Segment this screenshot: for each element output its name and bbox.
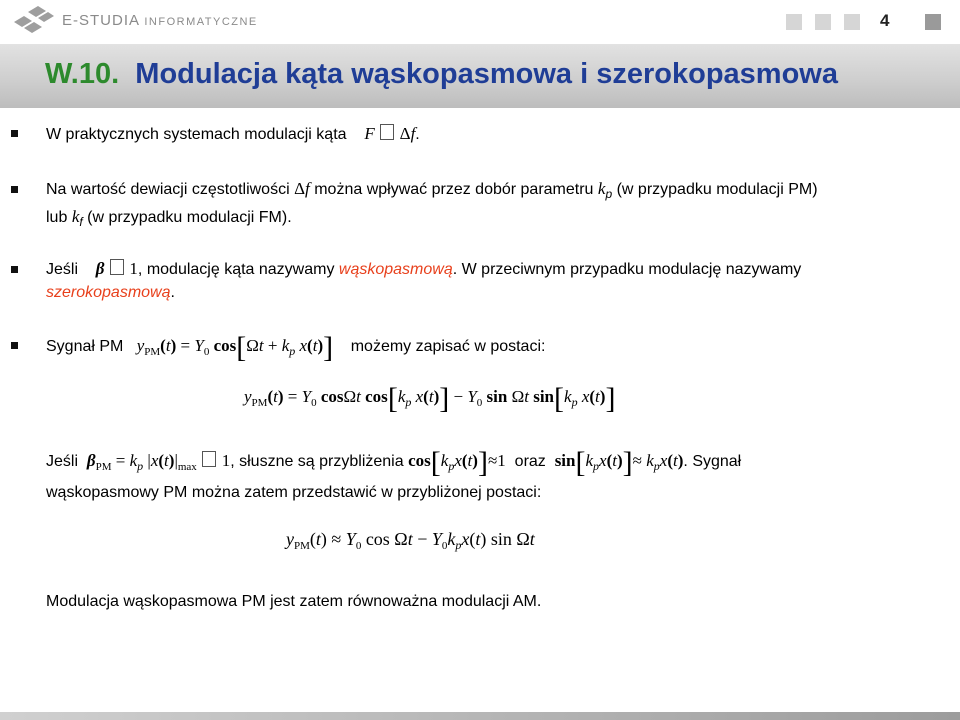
bullet-marker-1 xyxy=(11,130,18,137)
para-cos-expr: $\cos[k_px(t)]\approx 1$ xyxy=(408,446,506,479)
bullet-2-line-1 xyxy=(46,179,818,204)
b3-math-one: 1 xyxy=(129,259,138,278)
para-line-2: wąskopasmowy PM można zatem przedstawić w przybliżonej postaci: xyxy=(46,484,542,501)
bullet-marker-3 xyxy=(11,266,18,273)
page-number: 4 xyxy=(880,11,890,30)
bottom-bar xyxy=(0,712,960,720)
b3-text-c: . W przeciwnym przypadku modulację nazywamy xyxy=(452,261,802,278)
b4-text-a: Sygnał PM xyxy=(46,338,124,355)
formula-pm-expanded: $y_{PM}(t) = Y_0$ cosΩt $\cos[k_p$ $x(t)] - Y_0$ sin Ωt $\sin[k_p$ x(t)] xyxy=(244,382,616,415)
b1-math-delta: Δ xyxy=(399,124,411,143)
nav-square-3[interactable] xyxy=(844,14,860,30)
b2-math-f2: f xyxy=(79,215,83,229)
b1-math-f: f xyxy=(410,124,416,143)
bullet-marker-2 xyxy=(11,186,18,193)
bullet-2-line-2 xyxy=(46,207,292,232)
para-text-a: Jeśli xyxy=(46,453,79,470)
b3-unrendered-glyph xyxy=(110,259,124,275)
bullet-marker-4 xyxy=(11,342,18,349)
b2-math-k2: k xyxy=(71,207,80,226)
b2-math-k: k xyxy=(597,179,606,198)
b2-math-f: f xyxy=(305,179,310,198)
nav-square-1[interactable] xyxy=(786,14,802,30)
slide-title xyxy=(45,58,838,91)
b2-text-lub: lub xyxy=(46,209,68,226)
bullet-3-line-1 xyxy=(46,259,801,280)
b3-term-wideband: szerokopasmową xyxy=(46,284,171,301)
title-text: Modulacja kąta wąskopasmowa i szerokopasmowa xyxy=(135,58,838,90)
header-bar xyxy=(0,0,960,44)
b4-text-b: możemy zapisać w postaci: xyxy=(350,338,546,355)
conclusion-text: Modulacja wąskopasmowa PM jest zatem równoważna modulacji AM. xyxy=(46,593,542,610)
brand-main: E-STUDIA xyxy=(62,12,140,29)
b1-end: . xyxy=(415,126,420,143)
b2-math-delta: Δ xyxy=(294,179,306,198)
bullet-4-text xyxy=(46,331,546,364)
brand-sub: INFORMATYCZNE xyxy=(144,16,258,28)
nav-square-2[interactable] xyxy=(815,14,831,30)
b3-term-narrowband: wąskopasmową xyxy=(338,261,453,278)
nav-square-next[interactable] xyxy=(925,14,941,30)
b2-math-p: p xyxy=(605,187,613,201)
b2-text-b: można wpływać przez dobór parametru xyxy=(314,181,594,198)
b3-text-a: Jeśli xyxy=(46,261,79,278)
b3-text-b: , modulację kąta nazywamy xyxy=(137,261,335,278)
para-beta-expr: $\beta_{PM} = k_p$ $|x(t)|_{max}$ xyxy=(86,451,197,473)
b3-math-beta: β xyxy=(95,259,105,278)
b2-text-c: (w przypadku modulacji PM) xyxy=(616,181,818,198)
title-number: W.10. xyxy=(45,58,120,90)
logo-icon xyxy=(10,4,54,40)
para-line-1 xyxy=(46,446,742,479)
para-text-c: . Sygnał xyxy=(683,453,742,470)
b1-math-F: F xyxy=(364,124,375,143)
para-text-b: , słuszne są przybliżenia xyxy=(230,453,404,470)
b1-unrendered-glyph xyxy=(380,124,394,140)
b3-text-d: . xyxy=(170,284,175,301)
b2-text-a: Na wartość dewiacji częstotliwości xyxy=(46,181,290,198)
para-sin-expr: $\sin[k_px(t)]\approx k_px(t)$ xyxy=(554,446,684,479)
bullet-1-text xyxy=(46,124,420,145)
b4-formula: $y_{PM}(t) = Y_0$ $\cos[\Omega t + k_p$ x(t)] xyxy=(136,331,334,364)
bullet-3-line-2 xyxy=(46,283,175,303)
brand-logo-text xyxy=(62,12,258,29)
para-unrendered-glyph xyxy=(202,451,216,467)
b1-text: W praktycznych systemach modulacji kąta xyxy=(46,126,347,143)
formula-pm-approx: $y_{PM}(t) \approx Y_0$ $\cos \Omega t - Y_0k_px(t)$ sin Ωt xyxy=(286,529,535,552)
para-one: 1 xyxy=(221,451,231,470)
b2-text-d: (w przypadku modulacji FM). xyxy=(87,209,292,226)
para-text-oraz: oraz xyxy=(514,453,546,470)
